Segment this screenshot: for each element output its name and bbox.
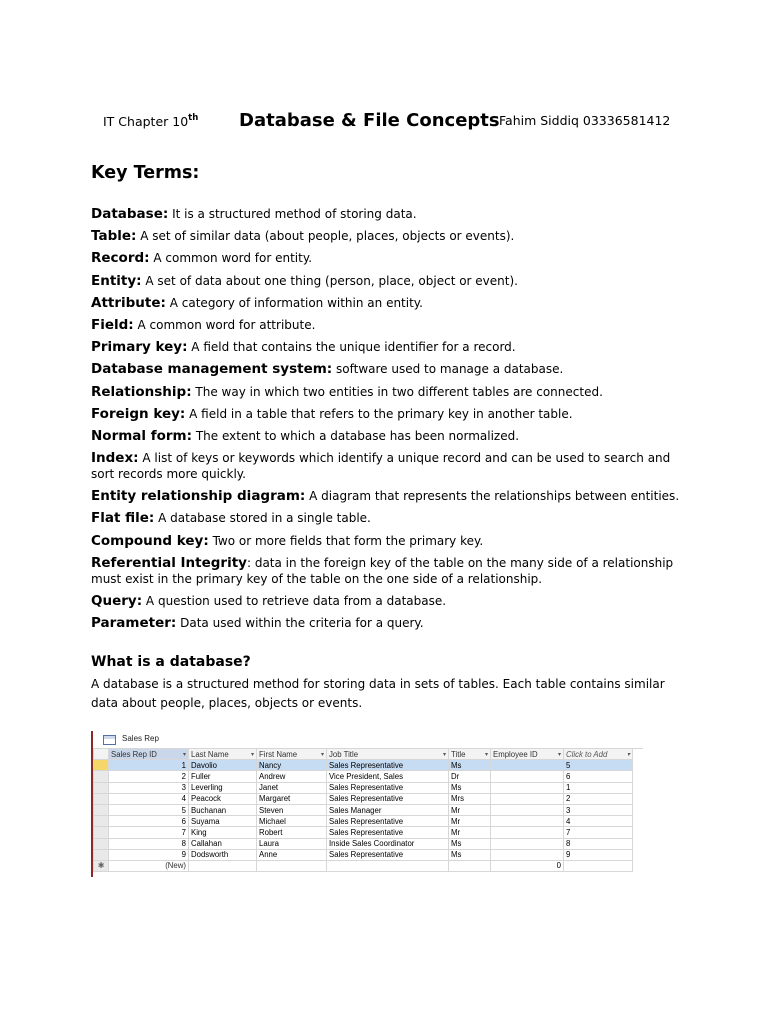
term-entry: [91, 384, 691, 400]
key-terms-heading: Key Terms:: [91, 163, 200, 183]
term-definition: A question used to retrieve data from a database.: [142, 594, 447, 608]
term-definition: The extent to which a database has been normalized.: [192, 428, 520, 443]
term-entry: [91, 273, 691, 289]
table-cell[interactable]: 8: [564, 838, 633, 849]
column-header-label: Job Title: [329, 749, 359, 759]
key-terms-list: [91, 206, 691, 637]
table-cell[interactable]: Steven: [257, 804, 327, 815]
term-entry: [91, 228, 691, 244]
table-cell[interactable]: Davolio: [189, 760, 257, 771]
table-cell[interactable]: 8: [109, 838, 189, 849]
table-cell[interactable]: Mrs: [449, 793, 491, 804]
table-row[interactable]: [94, 816, 633, 827]
table-cell[interactable]: 6: [564, 771, 633, 782]
table-row[interactable]: [94, 760, 633, 771]
term-name: Query:: [91, 593, 143, 609]
table-cell[interactable]: Margaret: [257, 793, 327, 804]
document-title: Database & File Concepts: [239, 110, 500, 131]
dropdown-arrow-icon[interactable]: ▾: [626, 751, 630, 758]
table-cell[interactable]: 5: [564, 760, 633, 771]
term-name: Primary key:: [91, 339, 188, 356]
term-definition: Two or more fields that form the primary key.: [208, 533, 484, 548]
datasheet-grid: [93, 748, 633, 872]
table-cell[interactable]: [491, 838, 564, 849]
table-cell[interactable]: [491, 827, 564, 838]
table-cell[interactable]: 1: [564, 782, 633, 793]
table-cell[interactable]: [327, 860, 449, 871]
table-icon: [103, 735, 116, 745]
term-name: Relationship:: [91, 383, 192, 400]
term-definition: Data used within the criteria for a query.: [176, 616, 424, 631]
row-selector[interactable]: [94, 804, 109, 815]
row-selector[interactable]: [94, 760, 109, 771]
table-tab[interactable]: [93, 731, 643, 749]
table-cell[interactable]: 3: [564, 804, 633, 815]
column-header-label: Employee ID: [493, 749, 538, 759]
new-record-icon[interactable]: ✱: [94, 860, 109, 871]
column-header[interactable]: [257, 749, 327, 760]
table-cell[interactable]: Nancy: [257, 760, 327, 771]
term-entry: [91, 250, 691, 266]
column-header[interactable]: [327, 749, 449, 760]
column-header[interactable]: [189, 749, 257, 760]
table-cell[interactable]: Inside Sales Coordinator: [327, 838, 449, 849]
table-cell[interactable]: Robert: [257, 827, 327, 838]
term-name: Record:: [91, 250, 150, 267]
column-header[interactable]: [491, 749, 564, 760]
term-definition: A common word for entity.: [149, 251, 313, 266]
table-cell[interactable]: [257, 860, 327, 871]
row-selector[interactable]: [94, 827, 109, 838]
term-entry: [91, 206, 691, 222]
table-cell[interactable]: [491, 793, 564, 804]
column-header-label: Last Name: [191, 749, 229, 759]
term-definition: The way in which two entities in two different tables are connected.: [191, 384, 603, 399]
row-selector[interactable]: [94, 793, 109, 804]
table-row[interactable]: [94, 782, 633, 793]
term-name: Parameter:: [91, 615, 177, 632]
term-name: Database:: [91, 206, 169, 222]
table-cell[interactable]: Janet: [257, 782, 327, 793]
dropdown-arrow-icon[interactable]: ▾: [250, 751, 254, 758]
term-entry: [91, 295, 691, 311]
column-header[interactable]: [449, 749, 491, 760]
table-cell[interactable]: [491, 760, 564, 771]
term-name: Database management system:: [91, 361, 333, 378]
column-header-label: Title: [451, 749, 466, 759]
new-record-row[interactable]: [94, 860, 633, 871]
term-definition: It is a structured method of storing data.: [168, 207, 417, 221]
table-cell[interactable]: 3: [109, 782, 189, 793]
table-cell[interactable]: 7: [109, 827, 189, 838]
dropdown-arrow-icon[interactable]: ▾: [484, 751, 488, 758]
dropdown-arrow-icon[interactable]: ▾: [557, 751, 561, 758]
term-name: Entity:: [91, 272, 142, 289]
table-row[interactable]: [94, 804, 633, 815]
table-cell[interactable]: Suyama: [189, 816, 257, 827]
table-cell[interactable]: Sales Representative: [327, 827, 449, 838]
term-name: Flat file:: [91, 510, 155, 527]
table-cell[interactable]: Sales Representative: [327, 782, 449, 793]
table-cell[interactable]: Ms: [449, 849, 491, 860]
term-entry: [91, 593, 691, 609]
term-entry: [91, 406, 691, 422]
dropdown-arrow-icon[interactable]: ▾: [182, 751, 186, 758]
column-header-label: Sales Rep ID: [111, 749, 157, 759]
table-cell[interactable]: Peacock: [189, 793, 257, 804]
term-entry: [91, 555, 691, 587]
table-cell[interactable]: Ms: [449, 838, 491, 849]
table-cell[interactable]: [564, 860, 633, 871]
row-selector[interactable]: [94, 816, 109, 827]
table-cell[interactable]: 4: [109, 793, 189, 804]
table-row[interactable]: [94, 771, 633, 782]
table-cell[interactable]: 4: [564, 816, 633, 827]
table-cell[interactable]: Dodsworth: [189, 849, 257, 860]
table-cell[interactable]: Sales Representative: [327, 793, 449, 804]
term-name: Referential Integrity: [91, 554, 247, 571]
term-entry: [91, 615, 691, 631]
term-name: Compound key:: [91, 532, 209, 549]
table-cell[interactable]: 7: [564, 827, 633, 838]
term-definition: A list of keys or keywords which identify a unique record and can be used to search and sort records more quickly.: [91, 451, 671, 482]
column-header[interactable]: [109, 749, 189, 760]
row-selector[interactable]: [94, 782, 109, 793]
table-cell[interactable]: Callahan: [189, 838, 257, 849]
term-definition: software used to manage a database.: [332, 362, 564, 377]
table-cell[interactable]: [491, 804, 564, 815]
dropdown-arrow-icon[interactable]: ▾: [320, 751, 324, 758]
table-cell[interactable]: Ms: [449, 782, 491, 793]
table-cell[interactable]: Dr: [449, 771, 491, 782]
term-definition: A field in a table that refers to the primary key in another table.: [185, 406, 573, 421]
section-paragraph: A database is a structured method for storing data in sets of tables. Each table contains similar data about people, places, objects or events.: [91, 677, 665, 710]
table-cell[interactable]: Mr: [449, 827, 491, 838]
term-entry: [91, 510, 691, 526]
chapter-label: IT Chapter 10th: [103, 113, 199, 129]
table-cell[interactable]: Mr: [449, 804, 491, 815]
table-cell[interactable]: 2: [564, 793, 633, 804]
term-entry: [91, 533, 691, 549]
dropdown-arrow-icon[interactable]: ▾: [442, 751, 446, 758]
table-cell[interactable]: Anne: [257, 849, 327, 860]
table-cell[interactable]: Leverling: [189, 782, 257, 793]
table-cell[interactable]: [491, 771, 564, 782]
table-cell[interactable]: 0: [491, 860, 564, 871]
term-name: Index:: [91, 450, 139, 467]
table-cell[interactable]: Fuller: [189, 771, 257, 782]
table-cell[interactable]: Sales Representative: [327, 760, 449, 771]
term-name: Field:: [91, 316, 134, 333]
term-definition: A category of information within an entity.: [165, 295, 423, 310]
term-entry: [91, 428, 691, 444]
term-definition: : data in the foreign key of the table on the many side of a relationship must exist in the primary key of the table on the one side of a relationship.: [91, 555, 674, 586]
term-definition: A set of similar data (about people, places, objects or events).: [136, 229, 515, 244]
table-row[interactable]: [94, 793, 633, 804]
column-header-label: Click to Add: [566, 749, 608, 759]
table-tab-label: Sales Rep: [122, 734, 159, 743]
row-selector-header[interactable]: [94, 749, 109, 760]
column-header[interactable]: [564, 749, 633, 760]
row-selector[interactable]: [94, 838, 109, 849]
row-selector[interactable]: [94, 771, 109, 782]
table-cell[interactable]: [189, 860, 257, 871]
table-cell[interactable]: 9: [564, 849, 633, 860]
table-cell[interactable]: King: [189, 827, 257, 838]
term-entry: [91, 488, 691, 504]
table-row[interactable]: [94, 849, 633, 860]
page-header: [0, 110, 768, 134]
term-entry: [91, 317, 691, 333]
table-row[interactable]: [94, 838, 633, 849]
term-name: Normal form:: [91, 427, 193, 444]
sales-rep-table: [91, 731, 643, 877]
table-cell[interactable]: [491, 816, 564, 827]
term-entry: [91, 339, 691, 355]
table-cell[interactable]: 5: [109, 804, 189, 815]
table-cell[interactable]: Buchanan: [189, 804, 257, 815]
term-entry: [91, 361, 691, 377]
term-definition: A set of data about one thing (person, place, object or event).: [141, 273, 518, 288]
table-cell[interactable]: Sales Representative: [327, 816, 449, 827]
table-cell[interactable]: Andrew: [257, 771, 327, 782]
table-cell[interactable]: Michael: [257, 816, 327, 827]
author-contact: Fahim Siddiq 03336581412: [499, 113, 671, 128]
table-row[interactable]: [94, 827, 633, 838]
term-name: Foreign key:: [91, 405, 186, 422]
row-selector[interactable]: [94, 849, 109, 860]
table-cell[interactable]: [491, 849, 564, 860]
table-cell[interactable]: 6: [109, 816, 189, 827]
table-cell[interactable]: 2: [109, 771, 189, 782]
column-header-label: First Name: [259, 749, 298, 759]
table-cell[interactable]: [449, 860, 491, 871]
term-name: Attribute:: [91, 294, 166, 311]
table-cell[interactable]: Vice President, Sales: [327, 771, 449, 782]
term-definition: A common word for attribute.: [133, 317, 316, 332]
table-cell[interactable]: Ms: [449, 760, 491, 771]
table-cell[interactable]: Sales Manager: [327, 804, 449, 815]
table-cell[interactable]: [491, 782, 564, 793]
term-definition: A database stored in a single table.: [154, 511, 371, 526]
table-cell[interactable]: (New): [109, 860, 189, 871]
section-heading: What is a database?: [91, 654, 251, 670]
term-definition: A field that contains the unique identifier for a record.: [187, 340, 516, 355]
table-cell[interactable]: 9: [109, 849, 189, 860]
table-cell[interactable]: Mr: [449, 816, 491, 827]
term-definition: A diagram that represents the relationships between entities.: [305, 489, 680, 504]
table-cell[interactable]: Sales Representative: [327, 849, 449, 860]
term-entry: [91, 450, 691, 482]
term-name: Entity relationship diagram:: [91, 488, 306, 505]
table-cell[interactable]: 1: [109, 760, 189, 771]
table-cell[interactable]: Laura: [257, 838, 327, 849]
term-name: Table:: [91, 228, 137, 245]
